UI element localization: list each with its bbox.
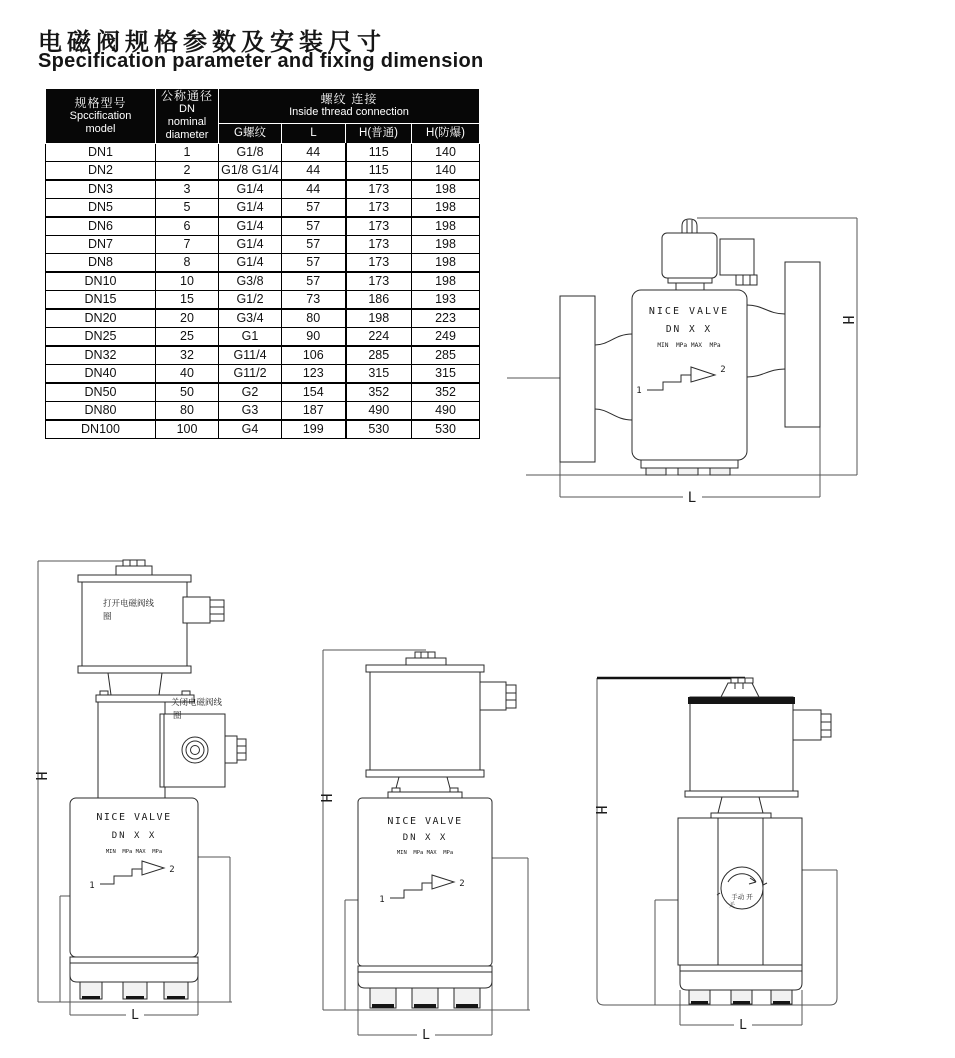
drawing-standard-valve bbox=[308, 640, 538, 1050]
table-cell: 7 bbox=[156, 236, 219, 254]
table-row bbox=[46, 217, 480, 236]
table-cell: 173 bbox=[346, 199, 412, 218]
solenoid-coil-open bbox=[78, 575, 191, 673]
table-cell: DN20 bbox=[46, 309, 156, 328]
table-cell: 80 bbox=[156, 402, 219, 421]
table-cell: G1/4 bbox=[219, 254, 282, 273]
table-cell: G3/4 bbox=[219, 309, 282, 328]
coil-top-cap bbox=[682, 219, 697, 233]
table-cell: 186 bbox=[346, 291, 412, 310]
col-header-g-thread: G螺纹 bbox=[219, 124, 282, 144]
table-cell: 50 bbox=[156, 383, 219, 402]
table-cell: 490 bbox=[412, 402, 480, 421]
table-cell: DN80 bbox=[46, 402, 156, 421]
table-cell: 199 bbox=[282, 420, 346, 439]
table-cell: G11/4 bbox=[219, 346, 282, 365]
valve-name-label: NICE VALVE bbox=[96, 812, 172, 823]
table-cell: 530 bbox=[346, 420, 412, 439]
dim-l-label: L bbox=[131, 1008, 139, 1023]
table-row bbox=[46, 236, 480, 254]
table-cell: DN5 bbox=[46, 199, 156, 218]
col-header-model-en2: model bbox=[85, 122, 116, 135]
table-cell: 3 bbox=[156, 180, 219, 199]
table-cell: 123 bbox=[282, 365, 346, 384]
table-cell: 173 bbox=[346, 217, 412, 236]
table-cell: DN3 bbox=[46, 180, 156, 199]
table-cell: DN15 bbox=[46, 291, 156, 310]
port-1-label: 1 bbox=[89, 881, 95, 891]
table-cell: 352 bbox=[346, 383, 412, 402]
col-header-model-zh: 规格型号 bbox=[74, 95, 127, 110]
table-cell: G1/2 bbox=[219, 291, 282, 310]
table-cell: DN1 bbox=[46, 144, 156, 162]
table-cell: DN25 bbox=[46, 328, 156, 347]
table-cell: 490 bbox=[346, 402, 412, 421]
table-cell: 15 bbox=[156, 291, 219, 310]
cable-connector bbox=[720, 239, 757, 285]
table-cell: 154 bbox=[282, 383, 346, 402]
table-cell: 115 bbox=[346, 144, 412, 162]
table-cell: 6 bbox=[156, 217, 219, 236]
table-cell: 198 bbox=[412, 180, 480, 199]
table-cell: 198 bbox=[412, 199, 480, 218]
close-coil-label: 关闭电磁阀线 bbox=[171, 698, 223, 708]
table-cell: G1/4 bbox=[219, 199, 282, 218]
table-cell: 57 bbox=[282, 254, 346, 273]
port-2-label: 2 bbox=[720, 365, 726, 375]
valve-pressure-label: MIN MPa MAX MPa bbox=[657, 342, 721, 349]
table-cell: 100 bbox=[156, 420, 219, 439]
solenoid-coil bbox=[366, 665, 484, 777]
table-cell: 44 bbox=[282, 162, 346, 181]
close-coil-label-line2: 圈 bbox=[173, 711, 182, 721]
dim-h-label: H bbox=[839, 315, 857, 325]
table-cell: 44 bbox=[282, 144, 346, 162]
table-row bbox=[46, 272, 480, 291]
cable-connector-open bbox=[183, 597, 224, 623]
valve-pressure-label: MIN MPa MAX MPa bbox=[396, 850, 454, 856]
col-header-dn bbox=[156, 89, 219, 144]
dial-manual-label: 手动 开 bbox=[731, 893, 753, 901]
drawing-flanged-valve bbox=[505, 185, 955, 515]
col-header-dn-l2: DN bbox=[179, 103, 195, 115]
valve-name-label: NICE VALVE bbox=[648, 306, 730, 317]
table-cell: 198 bbox=[346, 309, 412, 328]
table-cell: 187 bbox=[282, 402, 346, 421]
coil-neck bbox=[711, 797, 771, 818]
solenoid-coil bbox=[685, 697, 798, 797]
table-cell: DN2 bbox=[46, 162, 156, 181]
table-cell: 57 bbox=[282, 272, 346, 291]
table-cell: DN50 bbox=[46, 383, 156, 402]
table-cell: 10 bbox=[156, 272, 219, 291]
col-header-h-explosionproof: H(防爆) bbox=[412, 124, 480, 144]
dim-h-label: H bbox=[317, 793, 335, 803]
port-1-label: 1 bbox=[636, 386, 642, 396]
coil-top-cap bbox=[116, 560, 152, 575]
dial-close-label: 关 bbox=[728, 902, 736, 909]
table-cell: G1 bbox=[219, 328, 282, 347]
table-cell: 223 bbox=[412, 309, 480, 328]
table-cell: 20 bbox=[156, 309, 219, 328]
col-header-dn-l3: nominal bbox=[167, 116, 207, 128]
table-cell: G3/8 bbox=[219, 272, 282, 291]
table-cell: DN6 bbox=[46, 217, 156, 236]
port-2-label: 2 bbox=[459, 879, 465, 889]
table-cell: 106 bbox=[282, 346, 346, 365]
table-cell: 198 bbox=[412, 217, 480, 236]
valve-base-nuts bbox=[641, 460, 738, 475]
valve-flange-left bbox=[560, 296, 595, 462]
table-cell: G1/8 G1/4 bbox=[219, 162, 282, 181]
table-cell: 25 bbox=[156, 328, 219, 347]
table-cell: G1/8 bbox=[219, 144, 282, 162]
valve-base bbox=[70, 957, 198, 999]
table-row bbox=[46, 199, 480, 218]
table-row bbox=[46, 365, 480, 384]
table-cell: G11/2 bbox=[219, 365, 282, 384]
table-cell: 140 bbox=[412, 162, 480, 181]
table-cell: 115 bbox=[346, 162, 412, 181]
table-cell: 32 bbox=[156, 346, 219, 365]
table-cell: 57 bbox=[282, 217, 346, 236]
table-cell: 224 bbox=[346, 328, 412, 347]
table-cell: 73 bbox=[282, 291, 346, 310]
table-cell: 90 bbox=[282, 328, 346, 347]
specification-table bbox=[45, 88, 480, 439]
table-header bbox=[46, 89, 480, 144]
valve-dn-label: DN X X bbox=[665, 324, 713, 335]
dim-l-label: L bbox=[739, 1018, 747, 1033]
valve-dn-label: DN X X bbox=[111, 831, 157, 841]
table-cell: DN32 bbox=[46, 346, 156, 365]
col-header-dn-l4: diameter bbox=[165, 129, 209, 141]
table-cell: G4 bbox=[219, 420, 282, 439]
table-cell: 40 bbox=[156, 365, 219, 384]
table-cell: 315 bbox=[412, 365, 480, 384]
valve-base bbox=[680, 965, 802, 1004]
table-cell: G1/4 bbox=[219, 236, 282, 254]
coil-top-cap bbox=[406, 652, 446, 665]
col-header-thread-group bbox=[219, 89, 480, 124]
table-cell: G2 bbox=[219, 383, 282, 402]
table-cell: 249 bbox=[412, 328, 480, 347]
drawing-manual-valve bbox=[585, 668, 915, 1038]
table-cell: DN40 bbox=[46, 365, 156, 384]
valve-flange-right bbox=[785, 262, 820, 427]
table-cell: 173 bbox=[346, 236, 412, 254]
col-header-l: L bbox=[282, 124, 346, 144]
table-row bbox=[46, 254, 480, 273]
table-cell: DN10 bbox=[46, 272, 156, 291]
table-cell: 352 bbox=[412, 383, 480, 402]
dim-l-label: L bbox=[422, 1028, 430, 1043]
table-row bbox=[46, 420, 480, 439]
table-cell: 140 bbox=[412, 144, 480, 162]
valve-dn-label: DN X X bbox=[402, 833, 448, 843]
cable-connector bbox=[480, 682, 516, 710]
table-cell: 315 bbox=[346, 365, 412, 384]
valve-name-label: NICE VALVE bbox=[387, 816, 463, 827]
coil-neck bbox=[668, 278, 712, 290]
table-cell: 8 bbox=[156, 254, 219, 273]
page-title-chinese: 电磁阀规格参数及安装尺寸 bbox=[38, 29, 386, 56]
table-cell: 285 bbox=[346, 346, 412, 365]
table-row bbox=[46, 309, 480, 328]
table-cell: DN8 bbox=[46, 254, 156, 273]
table-cell: 193 bbox=[412, 291, 480, 310]
table-row bbox=[46, 402, 480, 421]
table-row bbox=[46, 291, 480, 310]
col-header-dn-zh: 公称通径 bbox=[160, 89, 213, 103]
open-coil-label: 打开电磁阀线 bbox=[103, 599, 155, 609]
table-cell: 5 bbox=[156, 199, 219, 218]
table-cell: 44 bbox=[282, 180, 346, 199]
thread-group-zh: 螺纹 连接 bbox=[320, 92, 378, 107]
table-cell: 173 bbox=[346, 180, 412, 199]
table-cell: 173 bbox=[346, 254, 412, 273]
table-cell: 80 bbox=[282, 309, 346, 328]
port-2-label: 2 bbox=[169, 865, 175, 875]
table-cell: G1/4 bbox=[219, 180, 282, 199]
table-cell: 530 bbox=[412, 420, 480, 439]
table-cell: 1 bbox=[156, 144, 219, 162]
table-cell: 2 bbox=[156, 162, 219, 181]
table-cell: 57 bbox=[282, 236, 346, 254]
table-cell: 198 bbox=[412, 236, 480, 254]
table-row bbox=[46, 180, 480, 199]
table-cell: 198 bbox=[412, 254, 480, 273]
table-cell: 57 bbox=[282, 199, 346, 218]
table-row bbox=[46, 383, 480, 402]
table-cell: 173 bbox=[346, 272, 412, 291]
valve-pressure-label: MIN MPa MAX MPa bbox=[105, 849, 163, 855]
solenoid-coil bbox=[662, 233, 717, 278]
col-header-h-normal: H(普通) bbox=[346, 124, 412, 144]
dim-l-label: L bbox=[687, 490, 697, 506]
cable-connector bbox=[793, 710, 831, 740]
col-header-model-en: Spccification bbox=[69, 109, 132, 122]
table-cell: 285 bbox=[412, 346, 480, 365]
dim-h-label: H bbox=[592, 805, 610, 815]
spec-table-body bbox=[46, 144, 480, 439]
table-cell: G3 bbox=[219, 402, 282, 421]
solenoid-coil-close bbox=[160, 714, 246, 787]
valve-base bbox=[358, 966, 492, 1008]
table-row bbox=[46, 162, 480, 181]
table-cell: DN100 bbox=[46, 420, 156, 439]
coil-neck bbox=[388, 777, 462, 798]
dim-h-label: H bbox=[32, 771, 50, 781]
port-1-label: 1 bbox=[379, 895, 385, 905]
table-cell: DN7 bbox=[46, 236, 156, 254]
drawing-dual-coil-valve bbox=[20, 548, 315, 1048]
table-row bbox=[46, 144, 480, 162]
table-row bbox=[46, 346, 480, 365]
upper-body-section bbox=[98, 702, 165, 798]
table-cell: G1/4 bbox=[219, 217, 282, 236]
coil-top-cap bbox=[721, 678, 759, 697]
open-coil-label-line2: 圈 bbox=[103, 612, 112, 622]
table-cell: 198 bbox=[412, 272, 480, 291]
table-row bbox=[46, 328, 480, 347]
thread-group-en: Inside thread connection bbox=[289, 106, 409, 119]
page-title-english: Specification parameter and fixing dimension bbox=[38, 50, 484, 72]
col-header-model bbox=[46, 89, 156, 144]
